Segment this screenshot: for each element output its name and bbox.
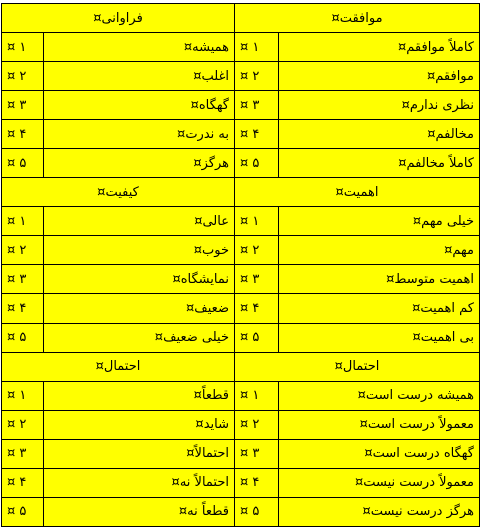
scale-code-left: ۵ ¤ xyxy=(2,149,44,178)
scale-label-left: قطعاً نه¤ xyxy=(44,497,235,526)
table-row xyxy=(2,236,480,265)
scale-label-right: بی اهمیت¤ xyxy=(279,323,480,352)
scale-code-right: ۴ ¤ xyxy=(235,294,279,323)
scale-code-left: ۱ ¤ xyxy=(2,381,44,410)
scale-label-left: هرگز¤ xyxy=(44,149,235,178)
scale-label-left: خیلی ضعیف¤ xyxy=(44,323,235,352)
scale-code-left: ۳ ¤ xyxy=(2,265,44,294)
scale-label-right: مخالفم¤ xyxy=(279,120,480,149)
scale-code-right: ۱ ¤ xyxy=(235,381,279,410)
scale-label-right: معمولاً درست نیست¤ xyxy=(279,468,480,497)
scale-code-left: ۲ ¤ xyxy=(2,410,44,439)
section-header-row xyxy=(2,352,480,381)
scale-label-right: اهمیت متوسط¤ xyxy=(279,265,480,294)
scale-label-left: قطعاً¤ xyxy=(44,381,235,410)
table-row xyxy=(2,497,480,526)
scale-code-left: ۱ ¤ xyxy=(2,33,44,62)
section-title-right: احتمال¤ xyxy=(235,352,480,381)
scale-label-left: شاید¤ xyxy=(44,410,235,439)
scale-label-right: گهگاه درست است¤ xyxy=(279,439,480,468)
section-title-left: کیفیت¤ xyxy=(2,178,235,207)
table-row xyxy=(2,33,480,62)
likert-scale-table xyxy=(1,3,480,527)
scale-code-left: ۳ ¤ xyxy=(2,439,44,468)
scale-code-right: ۴ ¤ xyxy=(235,468,279,497)
scale-code-right: ۴ ¤ xyxy=(235,120,279,149)
scale-label-left: به ندرت¤ xyxy=(44,120,235,149)
scale-label-left: خوب¤ xyxy=(44,236,235,265)
scale-label-right: موافقم¤ xyxy=(279,62,480,91)
table-row xyxy=(2,149,480,178)
scale-label-left: نمایشگاه¤ xyxy=(44,265,235,294)
scale-label-right: کاملاً موافقم¤ xyxy=(279,33,480,62)
table-row xyxy=(2,439,480,468)
scale-label-right: همیشه درست است¤ xyxy=(279,381,480,410)
scale-label-right: هرگز درست نیست¤ xyxy=(279,497,480,526)
scale-label-right: معمولاً درست است¤ xyxy=(279,410,480,439)
table-row xyxy=(2,207,480,236)
scale-code-right: ۱ ¤ xyxy=(235,33,279,62)
scale-label-left: عالی¤ xyxy=(44,207,235,236)
section-title-left: احتمال¤ xyxy=(2,352,235,381)
scale-code-right: ۱ ¤ xyxy=(235,207,279,236)
table-row xyxy=(2,265,480,294)
scale-code-left: ۴ ¤ xyxy=(2,120,44,149)
scale-code-left: ۵ ¤ xyxy=(2,497,44,526)
scale-code-right: ۵ ¤ xyxy=(235,149,279,178)
section-header-row xyxy=(2,4,480,33)
table-row xyxy=(2,410,480,439)
table-row xyxy=(2,468,480,497)
scale-code-left: ۳ ¤ xyxy=(2,91,44,120)
table-row xyxy=(2,381,480,410)
scale-code-left: ۴ ¤ xyxy=(2,294,44,323)
table-row xyxy=(2,120,480,149)
scale-code-right: ۵ ¤ xyxy=(235,323,279,352)
scale-code-right: ۲ ¤ xyxy=(235,62,279,91)
section-title-left: فراوانی¤ xyxy=(2,4,235,33)
scale-label-left: گهگاه¤ xyxy=(44,91,235,120)
scale-code-right: ۳ ¤ xyxy=(235,265,279,294)
table-row xyxy=(2,294,480,323)
scale-label-right: نظری ندارم¤ xyxy=(279,91,480,120)
scale-label-left: احتمالاً نه¤ xyxy=(44,468,235,497)
scale-code-right: ۵ ¤ xyxy=(235,497,279,526)
scale-code-left: ۵ ¤ xyxy=(2,323,44,352)
table-row xyxy=(2,91,480,120)
scale-label-right: خیلی مهم¤ xyxy=(279,207,480,236)
scale-code-right: ۲ ¤ xyxy=(235,410,279,439)
scale-code-left: ۲ ¤ xyxy=(2,62,44,91)
scale-label-right: کاملاً مخالفم¤ xyxy=(279,149,480,178)
table-row xyxy=(2,62,480,91)
section-title-right: موافقت¤ xyxy=(235,4,480,33)
section-title-right: اهمیت¤ xyxy=(235,178,480,207)
scale-label-left: اغلب¤ xyxy=(44,62,235,91)
scale-code-right: ۳ ¤ xyxy=(235,439,279,468)
scale-label-left: همیشه¤ xyxy=(44,33,235,62)
scale-label-left: احتمالاً¤ xyxy=(44,439,235,468)
table-row xyxy=(2,323,480,352)
scale-code-left: ۱ ¤ xyxy=(2,207,44,236)
scale-label-right: کم اهمیت¤ xyxy=(279,294,480,323)
scale-code-right: ۳ ¤ xyxy=(235,91,279,120)
scale-code-left: ۴ ¤ xyxy=(2,468,44,497)
scale-label-left: ضعیف¤ xyxy=(44,294,235,323)
scale-label-right: مهم¤ xyxy=(279,236,480,265)
scale-code-left: ۲ ¤ xyxy=(2,236,44,265)
section-header-row xyxy=(2,178,480,207)
scale-code-right: ۲ ¤ xyxy=(235,236,279,265)
